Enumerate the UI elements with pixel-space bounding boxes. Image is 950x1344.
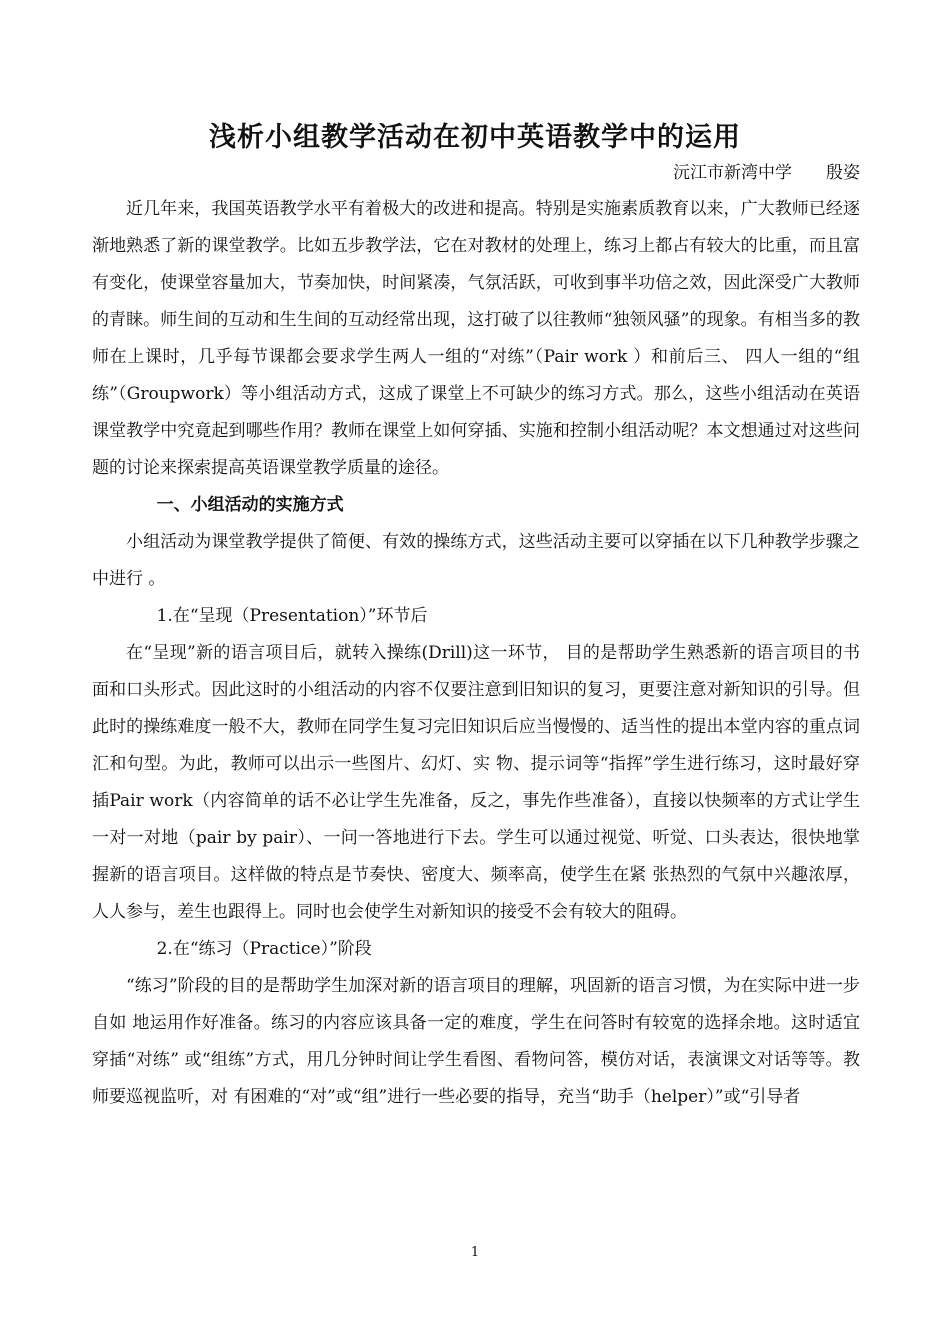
section-heading: 一、小组活动的实施方式 [156, 495, 344, 515]
intro-paragraph: 近几年来，我国英语教学水平有着极大的改进和提高。特别是实施素质教育以来，广大教师已经逐渐地熟悉了新的课堂教学。比如五步教学法，它在对教材的处理上，练习上都占有较大的比重，而且富有变化，使课堂容量加大，节奏加快，时间紧凑，气氛活跃，可收到事半功倍之效，因此深受广大教师的青睐。师生间的互动和生生间的互动经常出现，这打破了以往教师“独领风骚”的现象。有相当多的教师在上课时，几乎每节课都会要求学生两人一组的“对练”（Pair work ）和前后三、 四人一组的“组练”（Groupwork）等小组活动方式，这成了课堂上不可缺少的练习方式。那么，这些小组活动在英语课堂教学中究竟起到哪些作用？教师在课堂上如何穿插、实施和控制小组活动呢？本文想通过对这些问题的讨论来探索提高英语课堂教学质量的途径。 [92, 199, 860, 478]
page-number: 1 [470, 1245, 480, 1260]
paragraph: 小组活动为课堂教学提供了简便、有效的操练方式，这些活动主要可以穿插在以下几种教学步骤之中进行 。 [92, 532, 860, 589]
subsection-heading: 2.在“练习（Practice）”阶段 [156, 939, 372, 959]
document-body [92, 191, 860, 1116]
document-title: 浅析小组教学活动在初中英语教学中的运用 [209, 122, 741, 153]
author-school: 沅江市新湾中学 [673, 163, 792, 183]
subsection-heading: 1.在“呈现（Presentation）”环节后 [156, 606, 428, 626]
paragraph: “练习”阶段的目的是帮助学生加深对新的语言项目的理解，巩固新的语言习惯，为在实际中进一步自如 地运用作好准备。练习的内容应该具备一定的难度，学生在问答时有较宽的选择余地。这时适宜穿插“对练” 或“组练”方式，用几分钟时间让学生看图、看物问答，模仿对话，表演课文对话等等。教师要巡视监听，对 有困难的“对”或“组”进行一些必要的指导，充当“助手（helper）”或“引导者 [92, 976, 860, 1107]
author-line [673, 158, 860, 183]
author-name: 殷姿 [826, 163, 860, 183]
paragraph: 在“呈现”新的语言项目后，就转入操练(Drill)这一环节， 目的是帮助学生熟悉新的语言项目的书面和口头形式。因此这时的小组活动的内容不仅要注意到旧知识的复习，更要注意对新知识的引导。但此时的操练难度一般不大，教师在同学生复习完旧知识后应当慢慢的、适当性的提出本堂内容的重点词汇和句型。为此，教师可以出示一些图片、幻灯、实 物、提示词等“指挥”学生进行练习，这时最好穿插Pair work（内容简单的话不必让学生先准备，反之，事先作些准备），直接以快频率的方式让学生一对一对地（pair by pair）、一问一答地进行下去。学生可以通过视觉、听觉、口头表达，很快地掌握新的语言项目。这样做的特点是节奏快、密度大、频率高，使学生在紧 张热烈的气氛中兴趣浓厚，人人参与，差生也跟得上。同时也会使学生对新知识的接受不会有较大的阻碍。 [92, 643, 860, 922]
